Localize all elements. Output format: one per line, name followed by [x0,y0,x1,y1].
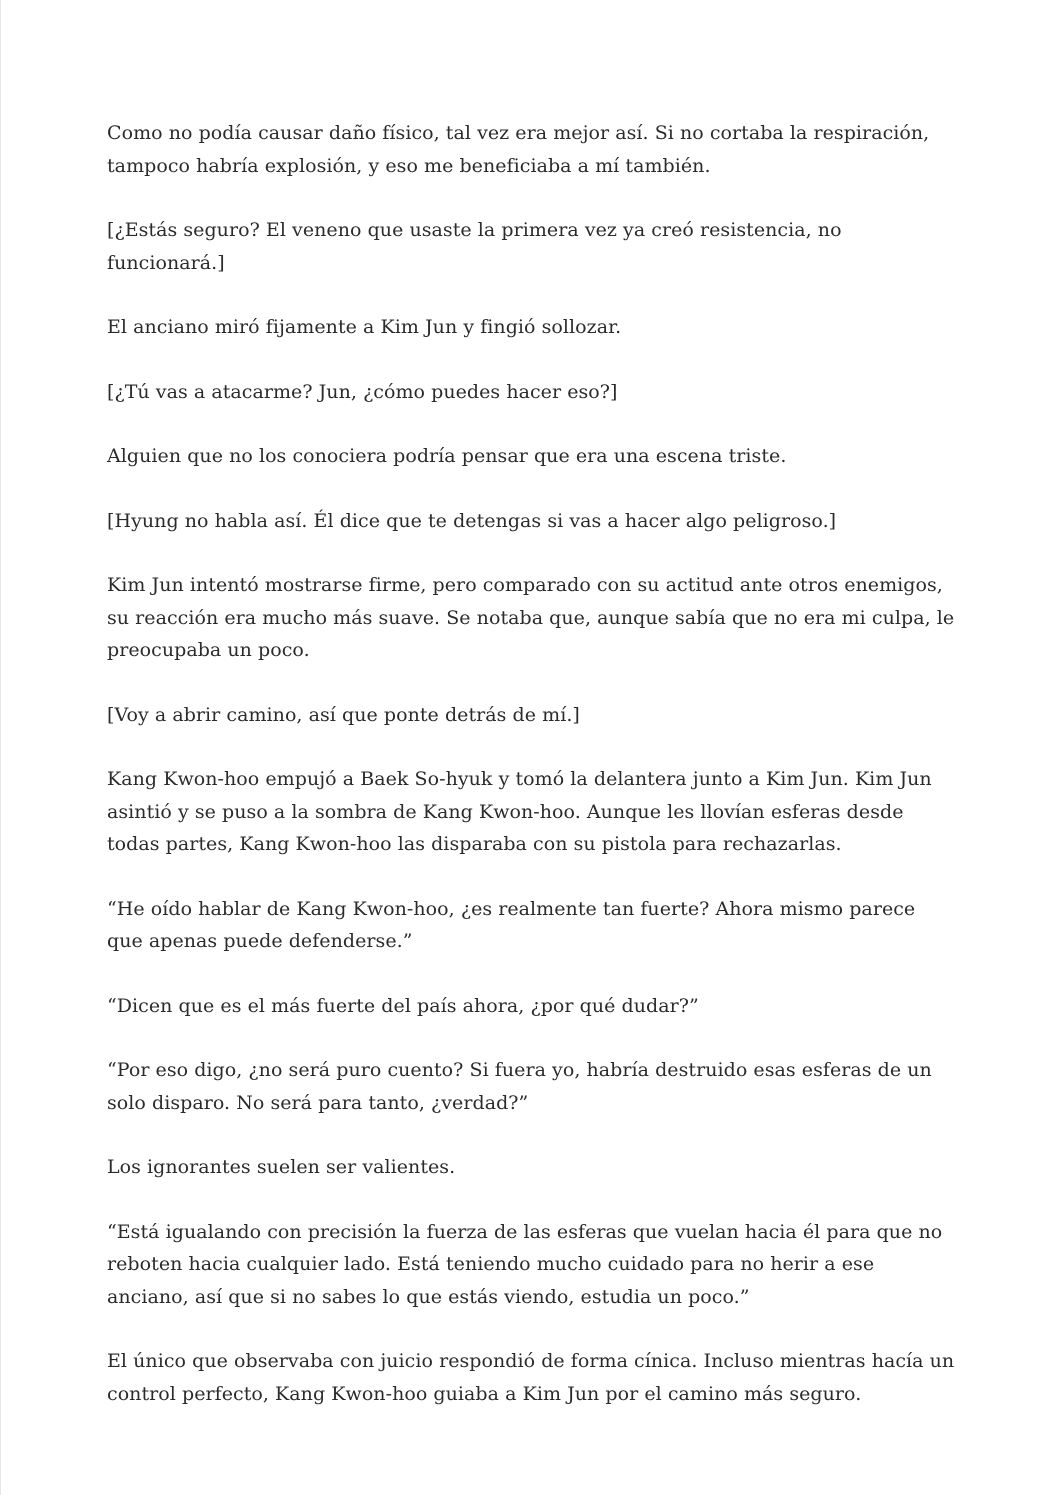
paragraph-3: El anciano miró fijamente a Kim Jun y fingió sollozar. [107,316,622,338]
paragraph-13: Los ignorantes suelen ser valientes. [107,1156,456,1178]
paragraph-15: El único que observaba con juicio respondió de forma cínica. Incluso mientras hacía un control perfecto, Kang Kwon-hoo guiaba a Kim Jun por el camino más seguro. [107,1350,955,1405]
paragraph-2: [¿Estás seguro? El veneno que usaste la primera vez ya creó resistencia, no funcionará.] [107,219,842,274]
paragraph-6: [Hyung no habla así. Él dice que te detengas si vas a hacer algo peligroso.] [107,509,837,532]
paragraph-7: Kim Jun intentó mostrarse firme, pero comparado con su actitud ante otros enemigos, su reacción era mucho más suave. Se notaba que, aunque sabía que no era mi culpa, le preocupaba un poco. [107,574,955,661]
paragraph-9: Kang Kwon-hoo empujó a Baek So-hyuk y tomó la delantera junto a Kim Jun. Kim Jun asintió y se puso a la sombra de Kang Kwon-hoo. Aunque les llovían esferas desde todas partes, Kang Kwon-hoo las disparaba con su pistola para rechazarlas. [107,768,932,855]
paragraph-11: “Dicen que es el más fuerte del país ahora, ¿por qué dudar?” [107,994,699,1017]
paragraph-10: “He oído hablar de Kang Kwon-hoo, ¿es realmente tan fuerte? Ahora mismo parece que apenas puede defenderse.” [107,897,916,952]
paragraph-5: Alguien que no los conociera podría pensar que era una escena triste. [107,445,787,467]
document-body [107,117,957,1442]
paragraph-4: [¿Tú vas a atacarme? Jun, ¿cómo puedes hacer eso?] [107,380,618,403]
paragraph-14: “Está igualando con precisión la fuerza de las esferas que vuelan hacia él para que no reboten hacia cualquier lado. Está teniendo mucho cuidado para no herir a ese anciano, así que si no sabes lo que estás viendo, estudia un poco.” [107,1220,943,1308]
paragraph-1: Como no podía causar daño físico, tal vez era mejor así. Si no cortaba la respiración, tampoco habría explosión, y eso me beneficiaba a mí también. [107,122,930,177]
paragraph-8: [Voy a abrir camino, así que ponte detrás de mí.] [107,703,580,726]
paragraph-12: “Por eso digo, ¿no será puro cuento? Si fuera yo, habría destruido esas esferas de un solo disparo. No será para tanto, ¿verdad?” [107,1059,932,1114]
